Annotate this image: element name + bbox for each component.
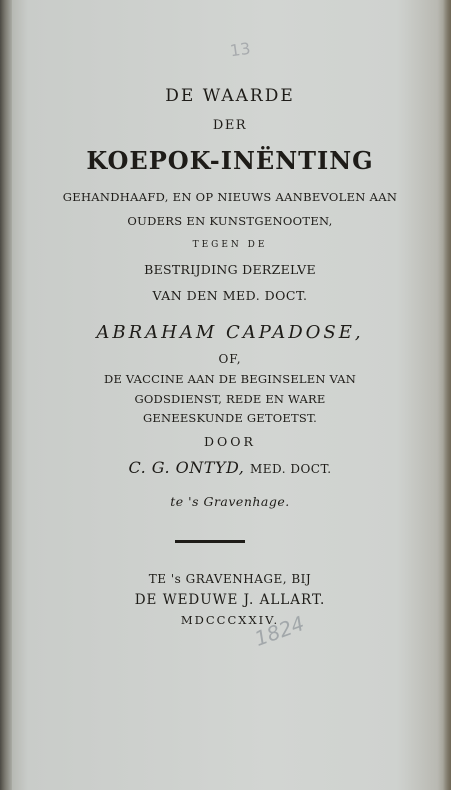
title-line-2: DER xyxy=(212,118,248,133)
subtitle-line-3: TEGEN DE xyxy=(192,240,268,250)
opponent-name: ABRAHAM CAPADOSE, xyxy=(96,322,364,343)
alt-title-line-3: GENEESKUNDE GETOETST. xyxy=(143,411,317,425)
divider-rule xyxy=(175,540,245,543)
by-line: DOOR xyxy=(204,434,256,449)
pencil-year-note: 1824 xyxy=(251,611,308,651)
title-line-1: DE WAARDE xyxy=(165,86,295,106)
author-place: te 's Gravenhage. xyxy=(170,494,290,509)
subtitle-line-4: BESTRIJDING DERZELVE xyxy=(144,262,316,277)
pencil-mark-top: 13 xyxy=(228,38,252,61)
author-line xyxy=(40,458,420,477)
imprint-year: MDCCCXXIV. xyxy=(180,613,280,627)
subtitle-line-2: OUDERS EN KUNSTGENOOTEN, xyxy=(127,214,333,228)
author-name: C. G. ONTYD, xyxy=(128,458,245,477)
subtitle-line-5: VAN DEN MED. DOCT. xyxy=(152,288,308,303)
or-line: OF, xyxy=(218,352,242,366)
imprint-line-1: TE 's GRAVENHAGE, BIJ xyxy=(148,572,312,586)
author-title: MED. DOCT. xyxy=(249,462,332,476)
alt-title-line-1: DE VACCINE AAN DE BEGINSELEN VAN xyxy=(104,372,356,386)
alt-title-line-2: GODSDIENST, REDE EN WARE xyxy=(134,392,326,406)
main-title: KOEPOK-INËNTING xyxy=(86,146,374,175)
subtitle-line-1: GEHANDHAAFD, EN OP NIEUWS AANBEVOLEN AAN xyxy=(62,190,398,204)
imprint-line-2: DE WEDUWE J. ALLART. xyxy=(134,592,326,608)
